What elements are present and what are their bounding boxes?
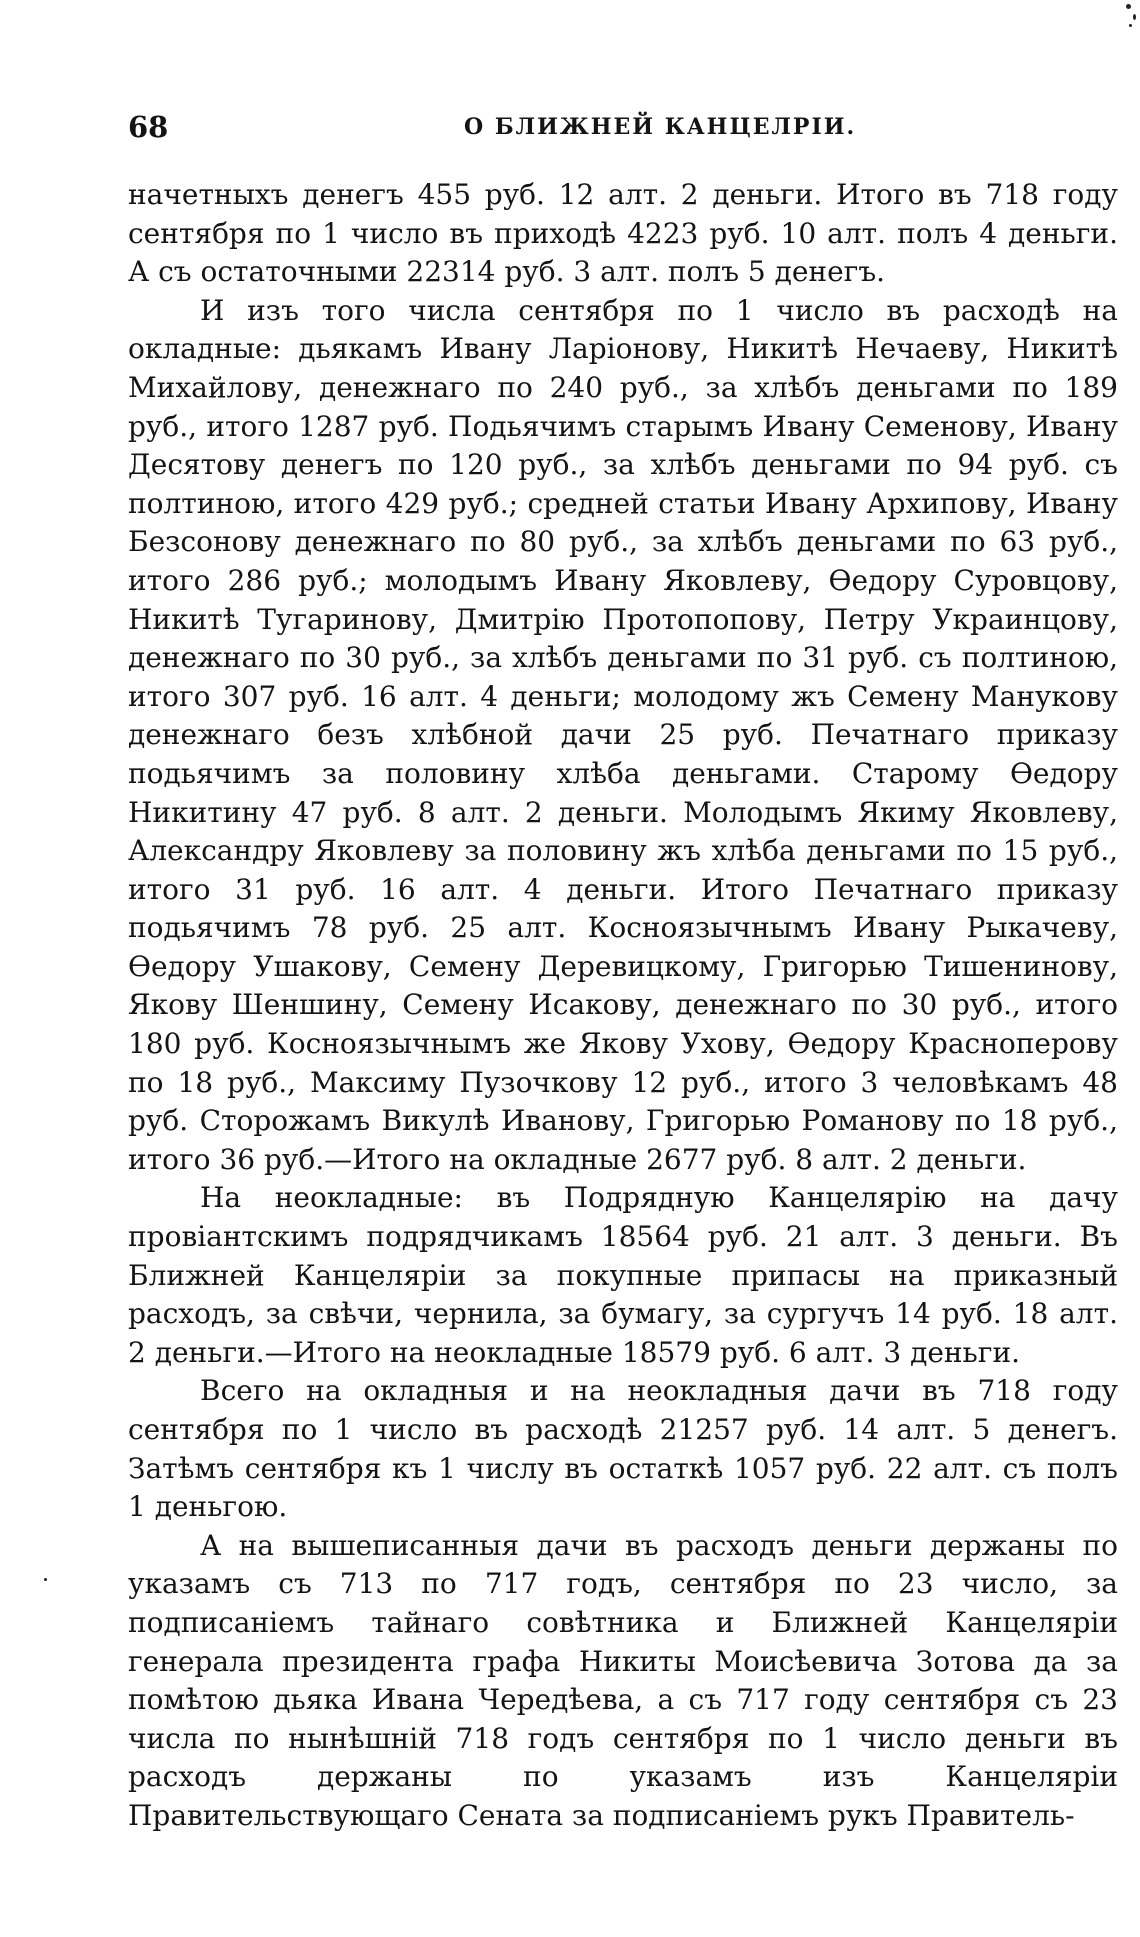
scan-speck xyxy=(1133,14,1136,20)
page-number: 68 xyxy=(128,110,169,144)
paragraph-decrees: А на вышеписанныя дачи въ расходъ деньги держаны по указамъ съ 713 по 717 годъ, сентября по 23 число, за подписаніемъ тайнаго совѣтника и Ближней Канцеляріи генерала президента графа Никиты Моисѣевича Зотова да за помѣтою дьяка Ивана Чередѣева, а съ 717 году сентября съ 23 числа по нынѣшній 718 годъ сентября по 1 число деньги въ расходъ держаны по указамъ изъ Канцеляріи Правительствующаго Сената за подписаніемъ рукъ Правитель- xyxy=(128,1528,1118,1832)
paragraph-totals: Всего на окладныя и на неокладныя дачи въ 718 году сентября по 1 число въ расходѣ 21257 руб. 14 алт. 5 денегъ. Затѣмъ сентября къ 1 числу въ остаткѣ 1057 руб. 22 алт. съ полъ 1 деньгою. xyxy=(128,1374,1118,1524)
body-text xyxy=(128,176,1118,1836)
paragraph-unsalaried-expenses: На неокладные: въ Подрядную Канцелярію на дачу провіантскимъ подрядчикамъ 18564 руб. 21 алт. 3 деньги. Въ Ближней Канцеляріи за покупные припасы на приказный расходъ, за свѣчи, чернила, за бумагу, за сургучъ 14 руб. 18 алт. 2 деньги.—Итого на неокладные 18579 руб. 6 алт. 3 деньги. xyxy=(128,1181,1118,1369)
document-page xyxy=(128,100,1118,1832)
scan-speck xyxy=(1129,24,1132,27)
running-title: О БЛИЖНЕЙ КАНЦЕЛРІИ. xyxy=(464,114,857,140)
scan-speck xyxy=(1126,4,1131,9)
paragraph-continuation: начетныхъ денегъ 455 руб. 12 алт. 2 деньги. Итого въ 718 году сентября по 1 число въ приходѣ 4223 руб. 10 алт. полъ 4 деньги. А съ остаточными 22314 руб. 3 алт. полъ 5 денегъ. xyxy=(128,178,1118,289)
scan-speck xyxy=(44,1578,47,1581)
page-header xyxy=(128,100,1118,148)
paragraph-salaried-expenses: И изъ того числа сентября по 1 число въ расходѣ на окладные: дьякамъ Ивану Ларіонову, Никитѣ Нечаеву, Никитѣ Михайлову, денежнаго по 240 руб., за хлѣбъ деньгами по 189 руб., итого 1287 руб. Подьячимъ старымъ Ивану Семенову, Ивану Десятову денегъ по 120 руб., за хлѣбъ деньгами по 94 руб. съ полтиною, итого 429 руб.; средней статьи Ивану Архипову, Ивану Безсонову денежнаго по 80 руб., за хлѣбъ деньгами по 63 руб., итого 286 руб.; молодымъ Ивану Яковлеву, Өедору Суровцову, Никитѣ Тугаринову, Дмитрію Протопопову, Петру Украинцову, денежнаго по 30 руб., за хлѣбъ деньгами по 31 руб. съ полтиною, итого 307 руб. 16 алт. 4 деньги; молодому жъ Семену Манукову денежнаго безъ хлѣбной дачи 25 руб. Печатнаго приказу подьячимъ за половину хлѣба деньгами. Старому Өедору Никитину 47 руб. 8 алт. 2 деньги. Молодымъ Якиму Яковлеву, Александру Яковлеву за половину жъ хлѣба деньгами по 15 руб., итого 31 руб. 16 алт. 4 деньги. Итого Печатнаго приказу подьячимъ 78 руб. 25 алт. Косноязычнымъ Ивану Рыкачеву, Өедору Ушакову, Семену Деревицкому, Григорью Тишенинову, Якову Шеншину, Семену Исакову, денежнаго по 30 руб., итого 180 руб. Косноязычнымъ же Якову Ухову, Өедору Красноперову по 18 руб., Максиму Пузочкову 12 руб., итого 3 человѣкамъ 48 руб. Сторожамъ Викулѣ Иванову, Григорью Романову по 18 руб., итого 36 руб.—Итого на окладные 2677 руб. 8 алт. 2 деньги. xyxy=(128,293,1118,1176)
